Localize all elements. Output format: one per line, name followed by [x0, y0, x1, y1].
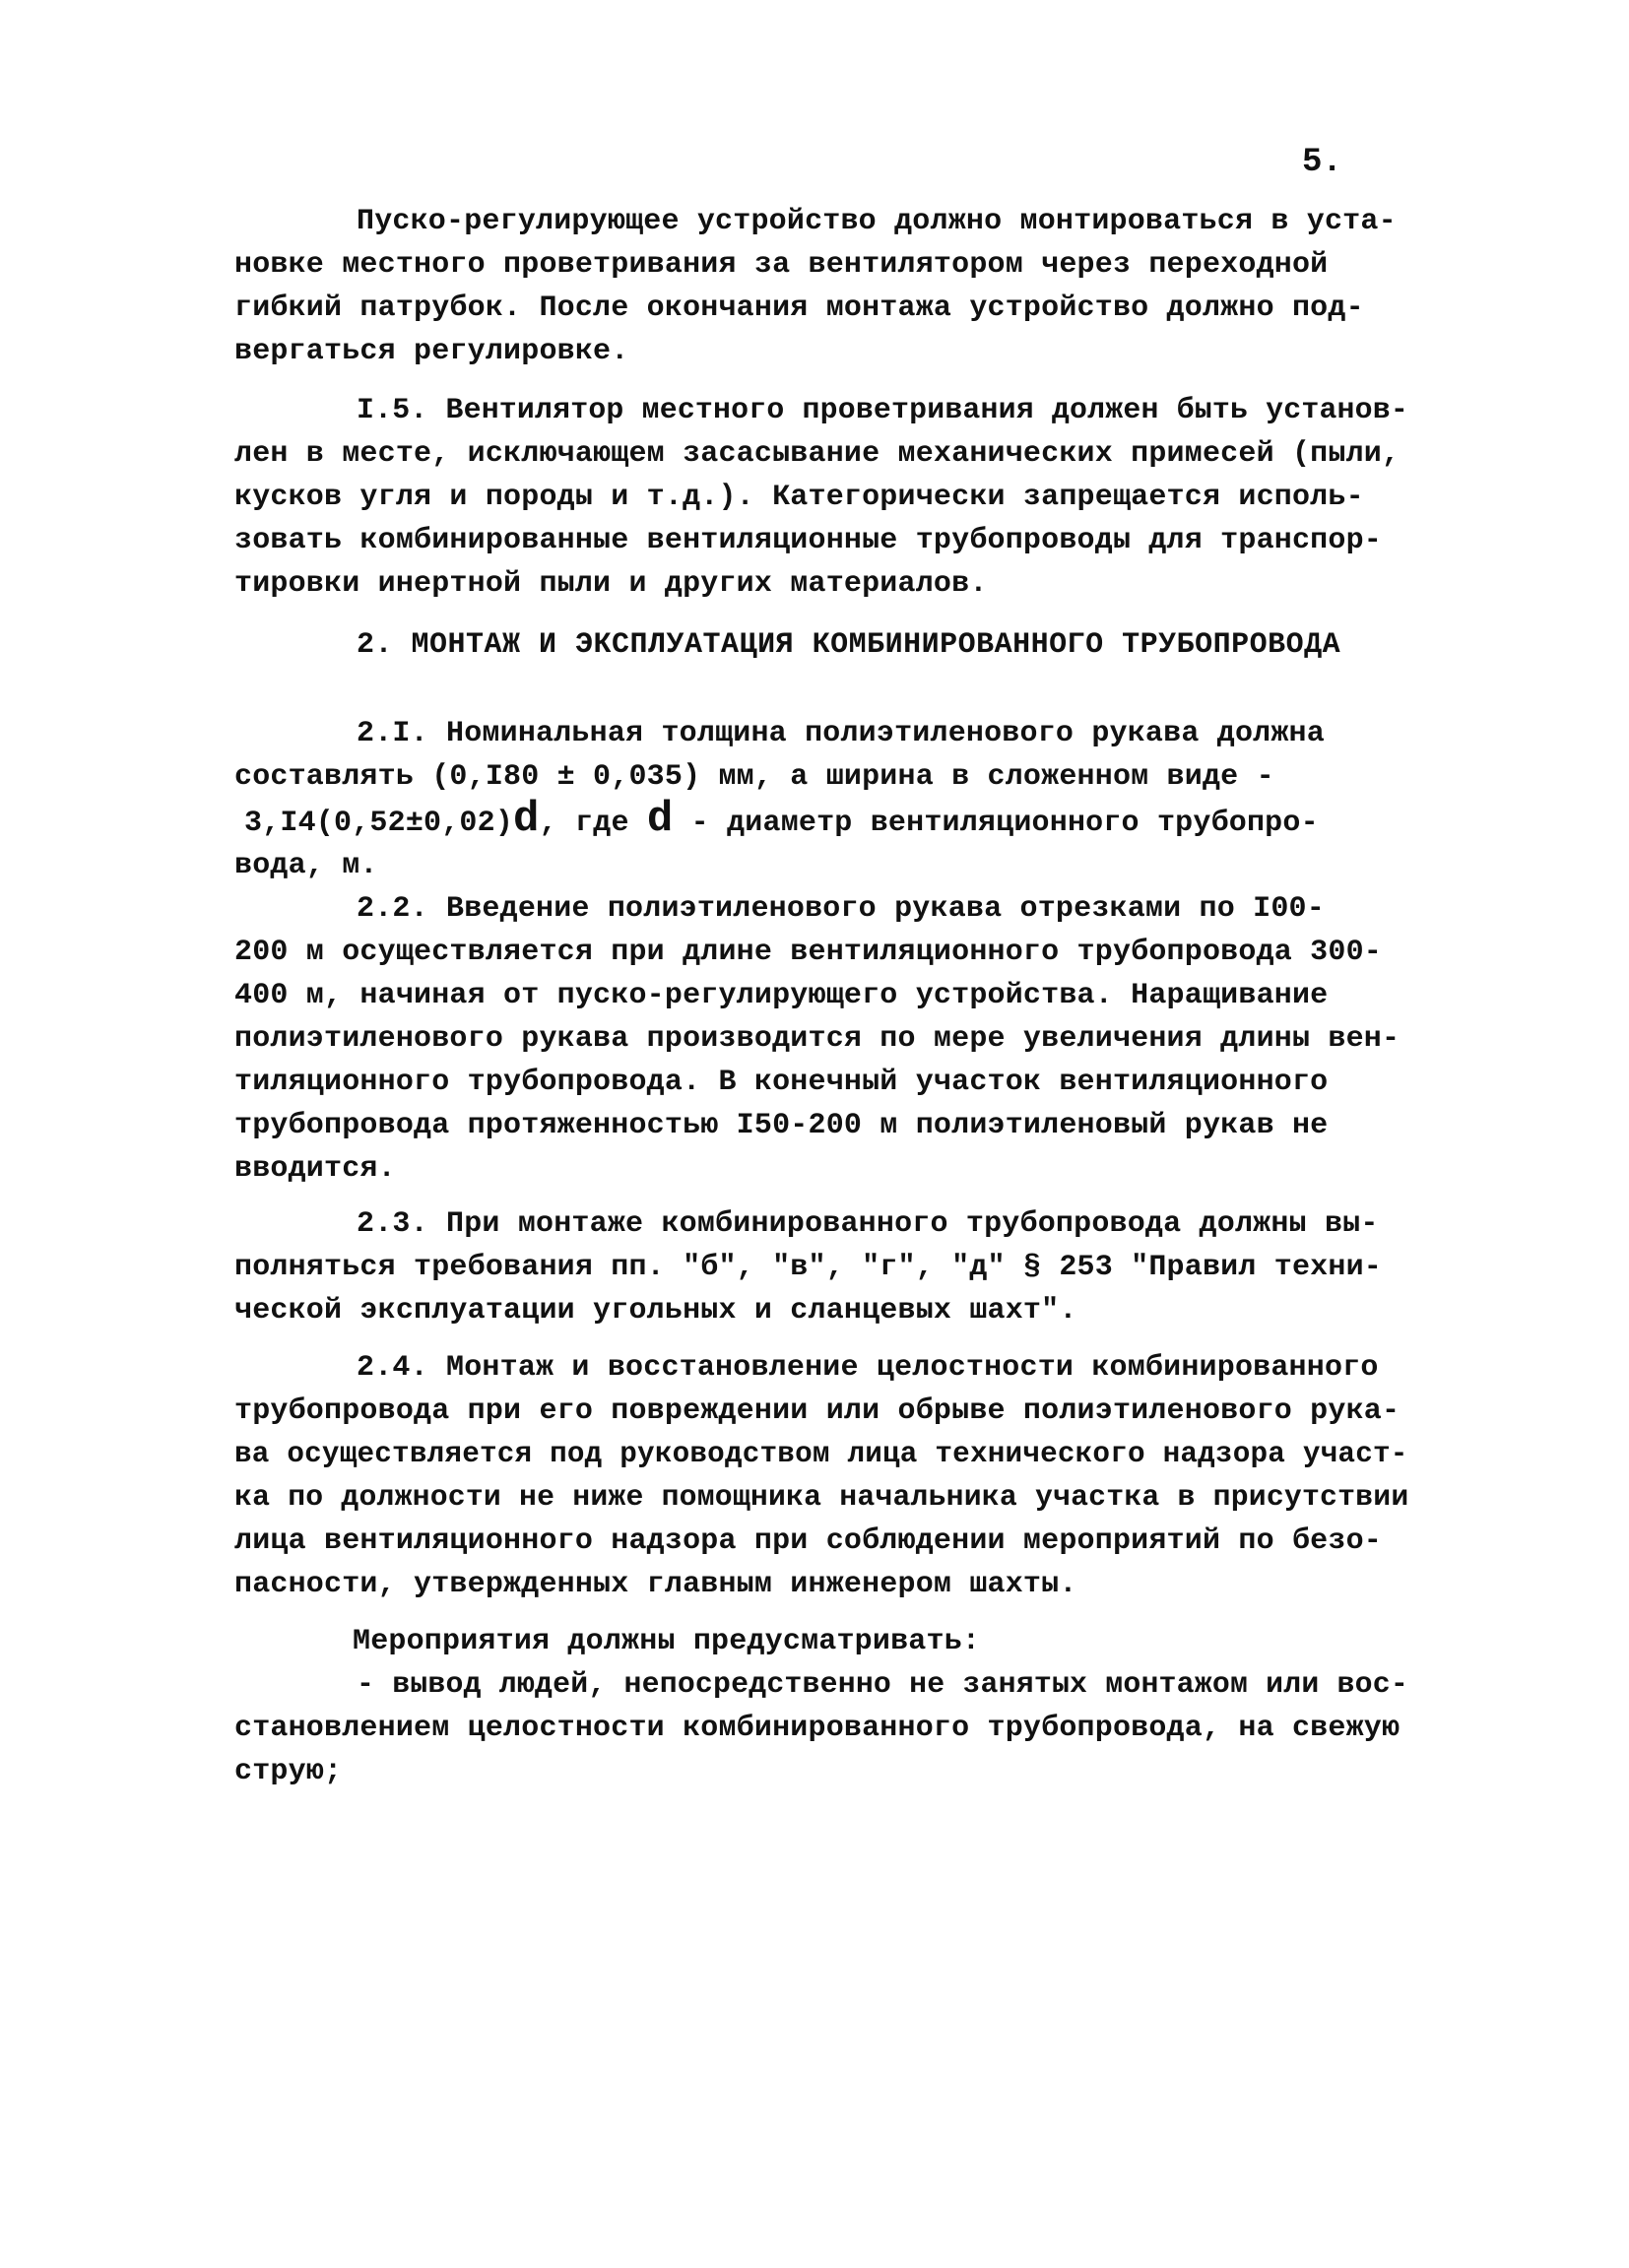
width-formula: 3,I4(0,52±0,02)	[244, 807, 514, 840]
formula-definition: - диаметр вентиляционного трубопро-	[673, 807, 1319, 840]
text-line: Пуско-регулирующее устройство должно монтироваться в уста-	[357, 205, 1397, 238]
variable-d: d	[513, 795, 540, 844]
text-line: тиляционного трубопровода. В конечный участок вентиляционного	[234, 1066, 1329, 1099]
text-line: I.5. Вентилятор местного проветривания должен быть установ-	[357, 394, 1408, 427]
text-line: 200 м осуществляется при длине вентиляционного трубопровода 300-	[234, 936, 1382, 969]
text-line: зовать комбинированные вентиляционные трубопроводы для транспор-	[234, 524, 1382, 557]
text-line: вводится.	[234, 1152, 396, 1186]
text-line: пасности, утвержденных главным инженером шахты.	[234, 1568, 1077, 1601]
text-line: ка по должности не ниже помощника начальника участка в присутствии	[234, 1481, 1409, 1515]
text-line: 2.I. Номинальная толщина полиэтиленового рукава должна	[357, 717, 1325, 750]
text-line: полняться требования пп. "б", "в", "г", "д" § 253 "Правил техни-	[234, 1251, 1382, 1284]
text-line: гибкий патрубок. После окончания монтажа устройство должно под-	[234, 292, 1364, 325]
text-line: лица вентиляционного надзора при соблюдении мероприятий по безо-	[234, 1524, 1382, 1558]
text-line: 2.2. Введение полиэтиленового рукава отрезками по I00-	[357, 892, 1325, 926]
text-line: ва осуществляется под руководством лица технического надзора участ-	[234, 1438, 1408, 1471]
text-line: трубопровода протяженностью I50-200 м полиэтиленовый рукав не	[234, 1109, 1329, 1142]
text-line: составлять (0,I80 ± 0,035) мм, а ширина в сложенном виде -	[234, 760, 1274, 794]
text-line: 2.4. Монтаж и восстановление целостности комбинированного	[357, 1351, 1379, 1385]
text-line: новке местного проветривания за вентилятором через переходной	[234, 248, 1329, 282]
measures-intro: Мероприятия должны предусматривать:	[353, 1625, 981, 1658]
text-line: полиэтиленового рукава производится по мере увеличения длины вен-	[234, 1022, 1401, 1056]
page-number: 5.	[1302, 144, 1342, 181]
formula-line	[244, 795, 1319, 844]
section-heading: 2. МОНТАЖ И ЭКСПЛУАТАЦИЯ КОМБИНИРОВАННОГО ТРУБОПРОВОДА	[357, 628, 1341, 662]
variable-d: d	[646, 795, 674, 844]
text-line: 2.3. При монтаже комбинированного трубопровода должны вы-	[357, 1207, 1379, 1241]
text-line: вода, м.	[234, 849, 378, 882]
text-line: струю;	[234, 1755, 343, 1788]
text-line: кусков угля и породы и т.д.). Категорически запрещается исполь-	[234, 481, 1364, 514]
text-line: трубопровода при его повреждении или обрыве полиэтиленового рука-	[234, 1394, 1401, 1428]
list-item: - вывод людей, непосредственно не занятых монтажом или вос-	[357, 1668, 1408, 1702]
formula-where: , где	[539, 807, 647, 840]
text-line: тировки инертной пыли и других материалов.	[234, 567, 988, 601]
text-line: вергаться регулировке.	[234, 335, 629, 368]
text-line: ческой эксплуатации угольных и сланцевых шахт".	[234, 1294, 1077, 1328]
text-line: лен в месте, исключающем засасывание механических примесей (пыли,	[234, 437, 1401, 471]
text-line: 400 м, начиная от пуско-регулирующего устройства. Наращивание	[234, 979, 1329, 1012]
text-line: становлением целостности комбинированного трубопровода, на свежую	[234, 1712, 1401, 1745]
